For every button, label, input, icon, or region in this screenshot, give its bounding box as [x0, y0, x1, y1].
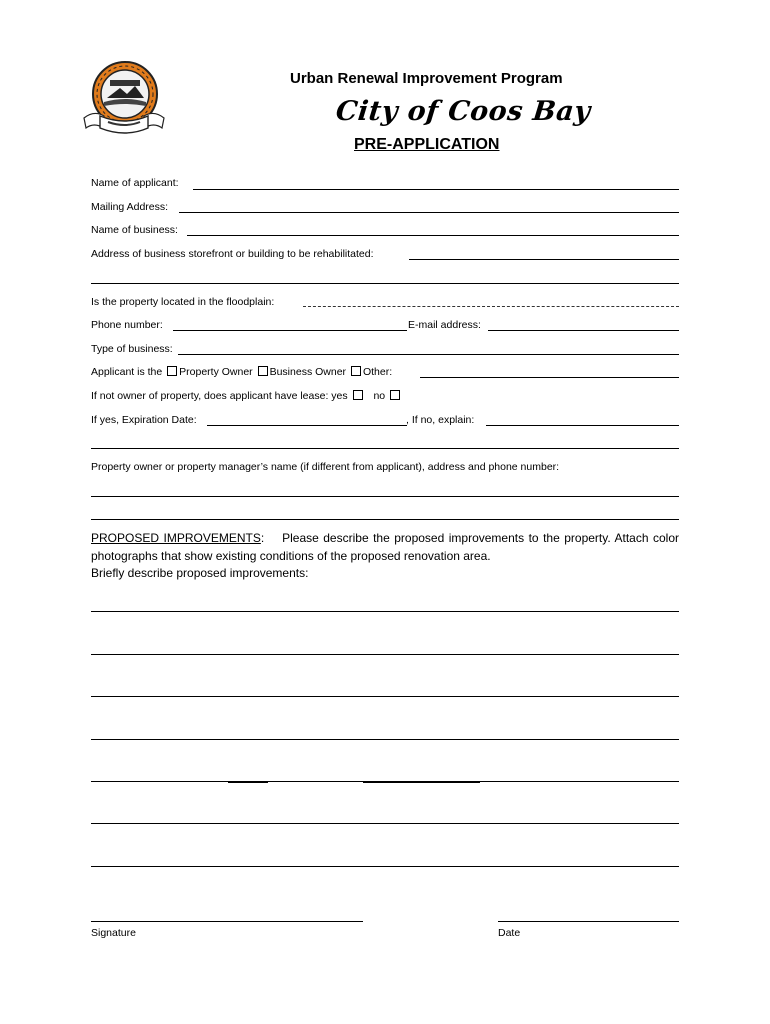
- improvements-heading: PROPOSED IMPROVEMENTS: [91, 531, 261, 545]
- business-type-field[interactable]: [178, 354, 679, 355]
- expiration-label: If yes, Expiration Date:: [91, 414, 197, 426]
- owner-manager-label: Property owner or property manager’s name (if different from applicant), address and phone number:: [91, 461, 560, 473]
- improvements-line-5-mark-b: [363, 782, 480, 783]
- owner-manager-field-1[interactable]: [91, 496, 679, 497]
- other-field[interactable]: [420, 377, 679, 378]
- applicant-role-row: [91, 366, 392, 378]
- date-label: Date: [498, 927, 521, 939]
- city-seal-logo: [80, 58, 168, 140]
- expiration-field[interactable]: [207, 425, 407, 426]
- floodplain-field[interactable]: [303, 306, 679, 307]
- applicant-role-label: Applicant is the: [91, 366, 163, 378]
- phone-label: Phone number:: [91, 319, 163, 331]
- mailing-address-label: Mailing Address:: [91, 201, 169, 213]
- signature-label: Signature: [91, 927, 136, 939]
- business-address-label: Address of business storefront or building to be rehabilitated:: [91, 248, 374, 260]
- lease-yes-checkbox[interactable]: [353, 390, 363, 400]
- property-owner-checkbox[interactable]: [167, 366, 177, 376]
- signature-field[interactable]: [91, 921, 363, 922]
- business-name-field[interactable]: [187, 235, 679, 236]
- applicant-name-label: Name of applicant:: [91, 177, 179, 189]
- improvements-line-7[interactable]: [91, 866, 679, 867]
- phone-field[interactable]: [173, 330, 407, 331]
- owner-manager-field-2[interactable]: [91, 519, 679, 520]
- improvements-paragraph: [91, 530, 679, 565]
- business-name-label: Name of business:: [91, 224, 178, 236]
- applicant-name-field[interactable]: [193, 189, 679, 190]
- improvements-line-6[interactable]: [91, 823, 679, 824]
- property-owner-label: Property Owner: [179, 366, 253, 378]
- date-field[interactable]: [498, 921, 679, 922]
- business-type-label: Type of business:: [91, 343, 173, 355]
- improvements-line-5-mark-a: [228, 782, 268, 783]
- improvements-text: Please describe the proposed improvements to the property. Attach color photographs that show existing conditions of the proposed renovation area.: [91, 531, 680, 563]
- explain-field[interactable]: [486, 425, 679, 426]
- email-field[interactable]: [488, 330, 679, 331]
- improvements-colon: :: [260, 531, 265, 545]
- business-owner-label: Business Owner: [269, 366, 347, 378]
- business-address-field[interactable]: [409, 259, 679, 260]
- floodplain-label: Is the property located in the floodplain:: [91, 296, 275, 308]
- lease-row: [91, 390, 402, 402]
- business-address-field-line2[interactable]: [91, 283, 679, 284]
- city-title: City of Coos Bay: [334, 96, 593, 127]
- lease-question-label: If not owner of property, does applicant have lease: yes: [91, 390, 348, 402]
- lease-no-label: no: [373, 390, 386, 402]
- explain-field-line2[interactable]: [91, 448, 679, 449]
- form-title: PRE-APPLICATION: [354, 136, 500, 153]
- other-checkbox[interactable]: [351, 366, 361, 376]
- improvements-line-4[interactable]: [91, 739, 679, 740]
- improvements-line-1[interactable]: [91, 611, 679, 612]
- mailing-address-field[interactable]: [179, 212, 679, 213]
- lease-no-checkbox[interactable]: [390, 390, 400, 400]
- improvements-line-3[interactable]: [91, 696, 679, 697]
- business-owner-checkbox[interactable]: [258, 366, 268, 376]
- other-label: Other:: [362, 366, 393, 378]
- explain-label: , If no, explain:: [406, 414, 475, 426]
- email-label: E-mail address:: [408, 319, 481, 331]
- improvements-brief-label: Briefly describe proposed improvements:: [91, 566, 309, 580]
- program-title: Urban Renewal Improvement Program: [290, 70, 563, 87]
- city-seal-icon: [80, 58, 168, 140]
- improvements-line-2[interactable]: [91, 654, 679, 655]
